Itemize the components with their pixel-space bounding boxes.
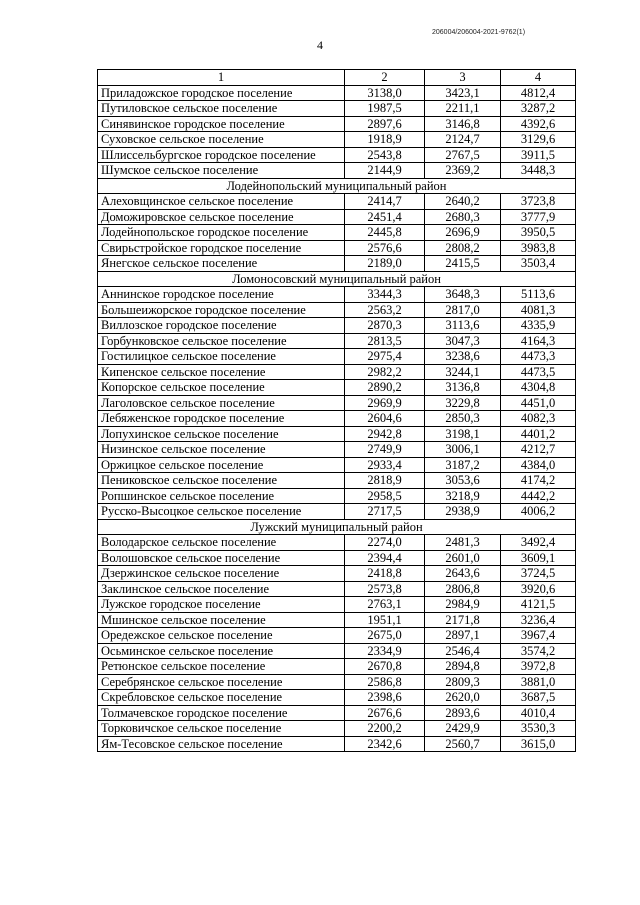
value-col-2: 2398,6 xyxy=(345,690,425,706)
value-col-4: 4081,3 xyxy=(501,302,576,318)
settlement-name: Лаголовское сельское поселение xyxy=(98,395,345,411)
table-row xyxy=(98,318,576,334)
table-row xyxy=(98,395,576,411)
table-row xyxy=(98,426,576,442)
settlement-name: Суховское сельское поселение xyxy=(98,132,345,148)
settlement-name: Кипенское сельское поселение xyxy=(98,364,345,380)
settlement-name: Большеижорское городское поселение xyxy=(98,302,345,318)
value-col-3: 2643,6 xyxy=(425,566,501,582)
value-col-2: 1918,9 xyxy=(345,132,425,148)
value-col-2: 2717,5 xyxy=(345,504,425,520)
value-col-4: 3967,4 xyxy=(501,628,576,644)
settlement-name: Скребловское сельское поселение xyxy=(98,690,345,706)
value-col-3: 3187,2 xyxy=(425,457,501,473)
settlement-name: Дзержинское сельское поселение xyxy=(98,566,345,582)
value-col-3: 3229,8 xyxy=(425,395,501,411)
settlement-name: Алеховщинское сельское поселение xyxy=(98,194,345,210)
value-col-3: 3146,8 xyxy=(425,116,501,132)
settlement-name: Оржицкое сельское поселение xyxy=(98,457,345,473)
value-col-2: 2676,6 xyxy=(345,705,425,721)
table-row xyxy=(98,690,576,706)
value-col-4: 4006,2 xyxy=(501,504,576,520)
value-col-3: 2767,5 xyxy=(425,147,501,163)
settlement-name: Лебяженское городское поселение xyxy=(98,411,345,427)
table-row xyxy=(98,163,576,179)
value-col-3: 2897,1 xyxy=(425,628,501,644)
value-col-4: 4392,6 xyxy=(501,116,576,132)
settlement-name: Янегское сельское поселение xyxy=(98,256,345,272)
value-col-3: 2696,9 xyxy=(425,225,501,241)
district-name: Ломоносовский муниципальный район xyxy=(98,271,576,287)
value-col-2: 2189,0 xyxy=(345,256,425,272)
value-col-2: 2749,9 xyxy=(345,442,425,458)
value-col-2: 2144,9 xyxy=(345,163,425,179)
settlement-name: Торковичское сельское поселение xyxy=(98,721,345,737)
value-col-2: 2942,8 xyxy=(345,426,425,442)
table-row xyxy=(98,550,576,566)
value-col-3: 2546,4 xyxy=(425,643,501,659)
value-col-3: 3238,6 xyxy=(425,349,501,365)
value-col-4: 3920,6 xyxy=(501,581,576,597)
value-col-3: 2171,8 xyxy=(425,612,501,628)
district-row xyxy=(98,178,576,194)
table-row xyxy=(98,736,576,752)
value-col-4: 3609,1 xyxy=(501,550,576,566)
value-col-2: 2675,0 xyxy=(345,628,425,644)
table-row xyxy=(98,380,576,396)
value-col-3: 2809,3 xyxy=(425,674,501,690)
table-row xyxy=(98,612,576,628)
table-body xyxy=(98,85,576,752)
value-col-3: 2560,7 xyxy=(425,736,501,752)
value-col-2: 2586,8 xyxy=(345,674,425,690)
settlement-name: Осьминское сельское поселение xyxy=(98,643,345,659)
settlement-name: Гостилицкое сельское поселение xyxy=(98,349,345,365)
value-col-4: 4164,3 xyxy=(501,333,576,349)
value-col-2: 2670,8 xyxy=(345,659,425,675)
value-col-4: 5113,6 xyxy=(501,287,576,303)
value-col-4: 3881,0 xyxy=(501,674,576,690)
table-row xyxy=(98,566,576,582)
value-col-4: 4384,0 xyxy=(501,457,576,473)
settlement-name: Аннинское городское поселение xyxy=(98,287,345,303)
value-col-3: 3648,3 xyxy=(425,287,501,303)
settlement-name: Ям-Тесовское сельское поселение xyxy=(98,736,345,752)
district-row xyxy=(98,271,576,287)
value-col-4: 3287,2 xyxy=(501,101,576,117)
value-col-3: 2808,2 xyxy=(425,240,501,256)
value-col-2: 2604,6 xyxy=(345,411,425,427)
table-row xyxy=(98,488,576,504)
settlement-name: Пениковское сельское поселение xyxy=(98,473,345,489)
table-header-row xyxy=(98,70,576,86)
value-col-3: 3244,1 xyxy=(425,364,501,380)
value-col-2: 2451,4 xyxy=(345,209,425,225)
value-col-4: 3615,0 xyxy=(501,736,576,752)
table-row xyxy=(98,411,576,427)
value-col-2: 2958,5 xyxy=(345,488,425,504)
value-col-3: 2893,6 xyxy=(425,705,501,721)
value-col-2: 2576,6 xyxy=(345,240,425,256)
value-col-3: 2850,3 xyxy=(425,411,501,427)
value-col-3: 3136,8 xyxy=(425,380,501,396)
table-row xyxy=(98,147,576,163)
district-name: Лодейнопольский муниципальный район xyxy=(98,178,576,194)
value-col-3: 2894,8 xyxy=(425,659,501,675)
settlement-name: Лодейнопольское городское поселение xyxy=(98,225,345,241)
table-row xyxy=(98,333,576,349)
table-row xyxy=(98,194,576,210)
value-col-2: 2897,6 xyxy=(345,116,425,132)
table-row xyxy=(98,674,576,690)
value-col-2: 2975,4 xyxy=(345,349,425,365)
value-col-4: 3687,5 xyxy=(501,690,576,706)
table-row xyxy=(98,240,576,256)
value-col-2: 1951,1 xyxy=(345,612,425,628)
value-col-3: 2211,1 xyxy=(425,101,501,117)
value-col-3: 2369,2 xyxy=(425,163,501,179)
value-col-2: 2274,0 xyxy=(345,535,425,551)
value-col-3: 3218,9 xyxy=(425,488,501,504)
settlement-name: Оредежское сельское поселение xyxy=(98,628,345,644)
table-row xyxy=(98,256,576,272)
settlement-name: Лопухинское сельское поселение xyxy=(98,426,345,442)
value-col-2: 2200,2 xyxy=(345,721,425,737)
settlement-name: Ропшинское сельское поселение xyxy=(98,488,345,504)
value-col-4: 4304,8 xyxy=(501,380,576,396)
table-row xyxy=(98,132,576,148)
table-row xyxy=(98,597,576,613)
table-row xyxy=(98,302,576,318)
settlement-name: Заклинское сельское поселение xyxy=(98,581,345,597)
value-col-3: 2620,0 xyxy=(425,690,501,706)
value-col-2: 2418,8 xyxy=(345,566,425,582)
table-row xyxy=(98,85,576,101)
settlement-name: Путиловское сельское поселение xyxy=(98,101,345,117)
page-number: 4 xyxy=(317,38,323,52)
value-col-3: 3006,1 xyxy=(425,442,501,458)
value-col-4: 4442,2 xyxy=(501,488,576,504)
value-col-2: 2445,8 xyxy=(345,225,425,241)
value-col-2: 2870,3 xyxy=(345,318,425,334)
settlement-name: Доможировское сельское поселение xyxy=(98,209,345,225)
district-row xyxy=(98,519,576,535)
value-col-3: 2938,9 xyxy=(425,504,501,520)
header-col-1: 1 xyxy=(98,70,345,86)
value-col-3: 3113,6 xyxy=(425,318,501,334)
value-col-4: 4121,5 xyxy=(501,597,576,613)
table-row xyxy=(98,643,576,659)
value-col-3: 3053,6 xyxy=(425,473,501,489)
value-col-3: 2817,0 xyxy=(425,302,501,318)
value-col-3: 2429,9 xyxy=(425,721,501,737)
value-col-3: 2415,5 xyxy=(425,256,501,272)
value-col-4: 4010,4 xyxy=(501,705,576,721)
settlement-name: Свирьстройское городское поселение xyxy=(98,240,345,256)
value-col-2: 1987,5 xyxy=(345,101,425,117)
settlement-name: Ретюнское сельское поселение xyxy=(98,659,345,675)
value-col-4: 4212,7 xyxy=(501,442,576,458)
value-col-2: 3138,0 xyxy=(345,85,425,101)
value-col-4: 3492,4 xyxy=(501,535,576,551)
table-row xyxy=(98,225,576,241)
value-col-4: 4451,0 xyxy=(501,395,576,411)
value-col-4: 4473,5 xyxy=(501,364,576,380)
table-row xyxy=(98,659,576,675)
table-row xyxy=(98,209,576,225)
table-row xyxy=(98,457,576,473)
table-row xyxy=(98,442,576,458)
table-row xyxy=(98,287,576,303)
settlement-name: Копорское сельское поселение xyxy=(98,380,345,396)
value-col-2: 2342,6 xyxy=(345,736,425,752)
settlement-name: Синявинское городское поселение xyxy=(98,116,345,132)
value-col-3: 3423,1 xyxy=(425,85,501,101)
value-col-2: 2933,4 xyxy=(345,457,425,473)
table-row xyxy=(98,535,576,551)
value-col-4: 3911,5 xyxy=(501,147,576,163)
value-col-2: 3344,3 xyxy=(345,287,425,303)
table-row xyxy=(98,628,576,644)
value-col-4: 3236,4 xyxy=(501,612,576,628)
table-row xyxy=(98,504,576,520)
settlement-name: Серебрянское сельское поселение xyxy=(98,674,345,690)
value-col-2: 2414,7 xyxy=(345,194,425,210)
settlement-name: Лужское городское поселение xyxy=(98,597,345,613)
table-row xyxy=(98,705,576,721)
value-col-3: 2806,8 xyxy=(425,581,501,597)
table-row xyxy=(98,101,576,117)
header-col-4: 4 xyxy=(501,70,576,86)
header-col-3: 3 xyxy=(425,70,501,86)
value-col-2: 2394,4 xyxy=(345,550,425,566)
value-col-4: 3950,5 xyxy=(501,225,576,241)
value-col-2: 2334,9 xyxy=(345,643,425,659)
settlement-name: Горбунковское сельское поселение xyxy=(98,333,345,349)
value-col-4: 3530,3 xyxy=(501,721,576,737)
settlement-name: Низинское сельское поселение xyxy=(98,442,345,458)
value-col-3: 2601,0 xyxy=(425,550,501,566)
settlement-name: Шлиссельбургское городское поселение xyxy=(98,147,345,163)
value-col-2: 2982,2 xyxy=(345,364,425,380)
value-col-4: 4335,9 xyxy=(501,318,576,334)
value-col-4: 3983,8 xyxy=(501,240,576,256)
value-col-4: 4473,3 xyxy=(501,349,576,365)
value-col-4: 4174,2 xyxy=(501,473,576,489)
settlement-name: Толмачевское городское поселение xyxy=(98,705,345,721)
value-col-4: 3129,6 xyxy=(501,132,576,148)
value-col-3: 3047,3 xyxy=(425,333,501,349)
value-col-4: 3574,2 xyxy=(501,643,576,659)
value-col-3: 2481,3 xyxy=(425,535,501,551)
header-col-2: 2 xyxy=(345,70,425,86)
value-col-3: 2680,3 xyxy=(425,209,501,225)
value-col-4: 3723,8 xyxy=(501,194,576,210)
table-row xyxy=(98,349,576,365)
document-code: 206004/206004-2021-9762(1) xyxy=(432,29,526,36)
data-table xyxy=(97,69,576,752)
value-col-4: 3972,8 xyxy=(501,659,576,675)
value-col-4: 4812,4 xyxy=(501,85,576,101)
value-col-3: 3198,1 xyxy=(425,426,501,442)
settlement-name: Володарское сельское поселение xyxy=(98,535,345,551)
value-col-4: 4401,2 xyxy=(501,426,576,442)
value-col-2: 2763,1 xyxy=(345,597,425,613)
value-col-2: 2890,2 xyxy=(345,380,425,396)
value-col-2: 2813,5 xyxy=(345,333,425,349)
settlement-name: Виллозское городское поселение xyxy=(98,318,345,334)
value-col-3: 2984,9 xyxy=(425,597,501,613)
settlement-name: Мшинское сельское поселение xyxy=(98,612,345,628)
value-col-2: 2969,9 xyxy=(345,395,425,411)
table-row xyxy=(98,116,576,132)
settlement-name: Шумское сельское поселение xyxy=(98,163,345,179)
value-col-3: 2124,7 xyxy=(425,132,501,148)
table-row xyxy=(98,364,576,380)
value-col-4: 3503,4 xyxy=(501,256,576,272)
table-row xyxy=(98,473,576,489)
settlement-name: Русско-Высоцкое сельское поселение xyxy=(98,504,345,520)
value-col-2: 2563,2 xyxy=(345,302,425,318)
table-row xyxy=(98,721,576,737)
value-col-4: 4082,3 xyxy=(501,411,576,427)
value-col-3: 2640,2 xyxy=(425,194,501,210)
value-col-4: 3724,5 xyxy=(501,566,576,582)
settlement-name: Приладожское городское поселение xyxy=(98,85,345,101)
value-col-2: 2543,8 xyxy=(345,147,425,163)
value-col-4: 3448,3 xyxy=(501,163,576,179)
value-col-4: 3777,9 xyxy=(501,209,576,225)
table-row xyxy=(98,581,576,597)
settlement-name: Волошовское сельское поселение xyxy=(98,550,345,566)
district-name: Лужский муниципальный район xyxy=(98,519,576,535)
value-col-2: 2573,8 xyxy=(345,581,425,597)
value-col-2: 2818,9 xyxy=(345,473,425,489)
